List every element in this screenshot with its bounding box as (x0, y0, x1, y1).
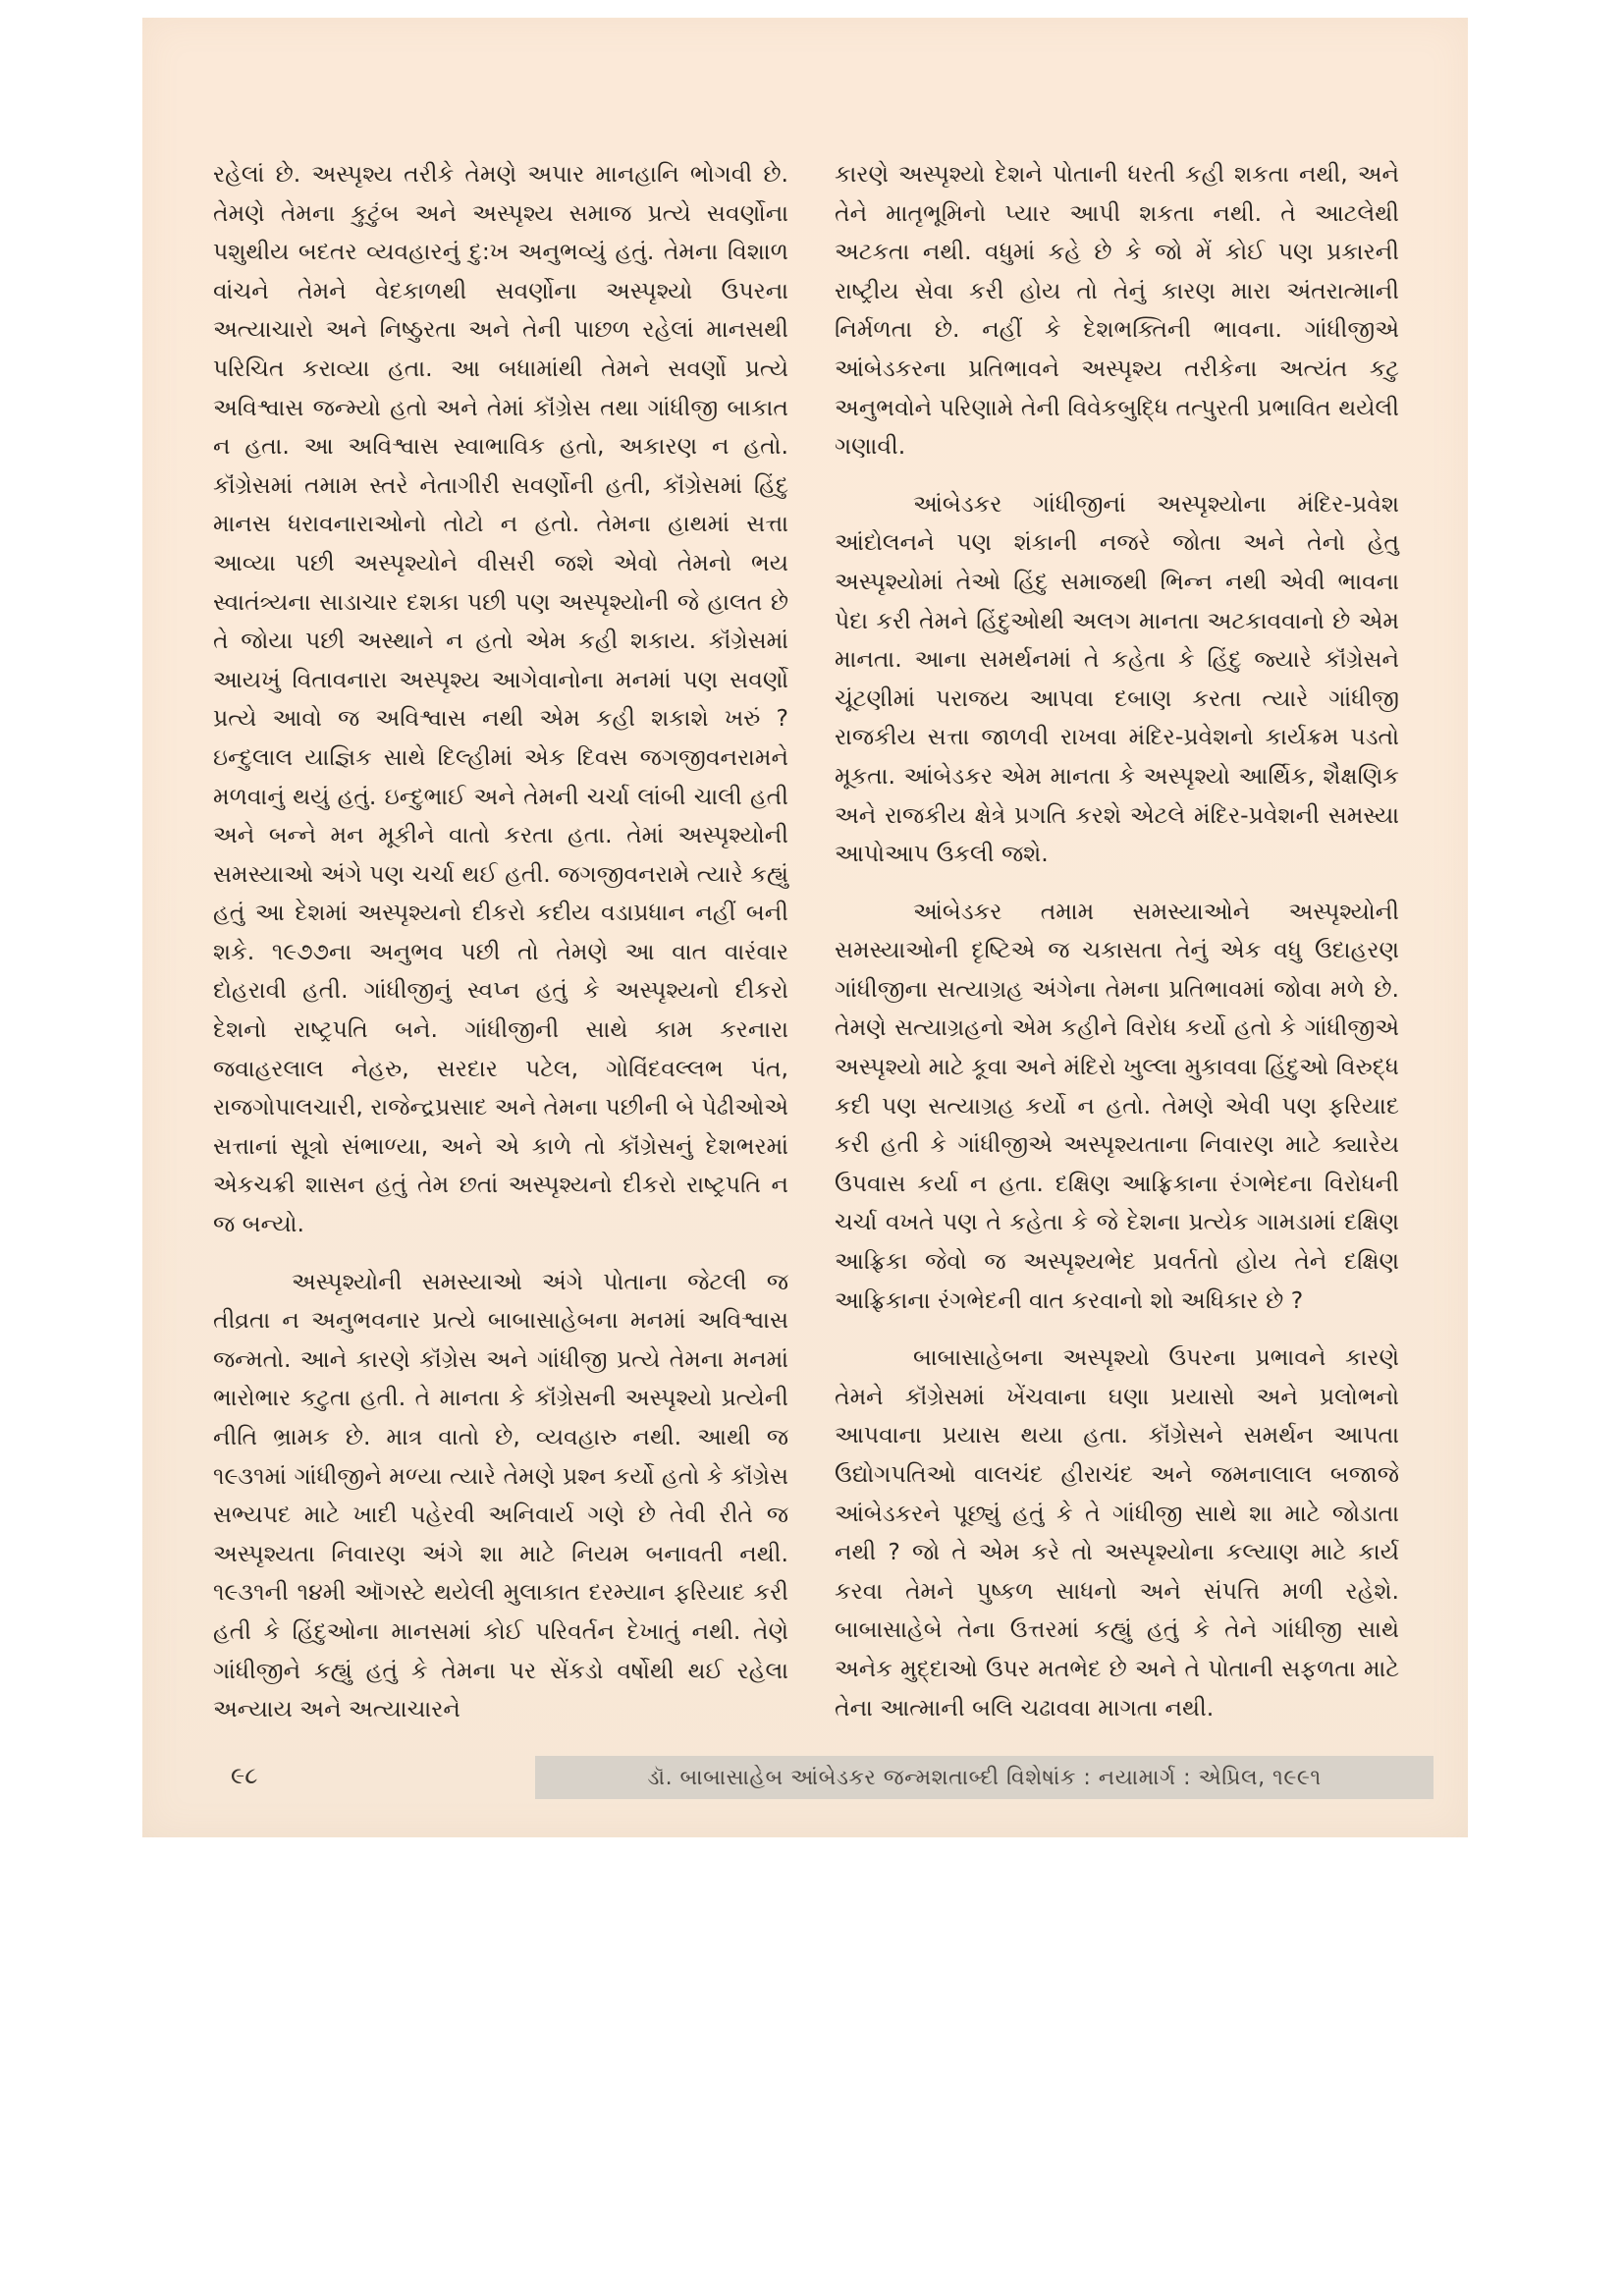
right-text-column (835, 155, 1399, 1746)
paragraph: આંબેડકર ગાંધીજીનાં અસ્પૃશ્યોના મંદિર-પ્રવેશ આંદોલનને પણ શંકાની નજરે જોતા અને તેનો હેતુ અસ્પૃશ્યોમાં તેઓ હિંદુ સમાજથી ભિન્ન નથી એવી ભાવના પેદા કરી તેમને હિંદુઓથી અલગ માનતા અટકાવવાનો છે એમ માનતા. આના સમર્થનમાં તે કહેતા કે હિંદુ જ્યારે કૉંગ્રેસને ચૂંટણીમાં પરાજય આપવા દબાણ કરતા ત્યારે ગાંધીજી રાજકીય સત્તા જાળવી રાખવા મંદિર-પ્રવેશનો કાર્યક્રમ પડતો મૂકતા. આંબેડકર એમ માનતા કે અસ્પૃશ્યો આર્થિક, શૈક્ષણિક અને રાજકીય ક્ષેત્રે પ્રગતિ કરશે એટલે મંદિર-પ્રવેશની સમસ્યા આપોઆપ ઉકલી જશે. (835, 489, 1399, 868)
page-footer (142, 1756, 1468, 1805)
paragraph: કારણે અસ્પૃશ્યો દેશને પોતાની ધરતી કહી શકતા નથી, અને તેને માતૃભૂમિનો પ્યાર આપી શકતા નથી. તે આટલેથી અટકતા નથી. વધુમાં કહે છે કે જો મેં કોઈ પણ પ્રકારની રાષ્ટ્રીય સેવા કરી હોય તો તેનું કારણ મારા અંતરાત્માની નિર્મળતા છે. નહીં કે દેશભક્તિની ભાવના. ગાંધીજીએ આંબેડકરના પ્રતિભાવને અસ્પૃશ્ય તરીકેના અત્યંત કટુ અનુભવોને પરિણામે તેની વિવેકબુદ્ધિ તત્પુરતી પ્રભાવિત થયેલી ગણાવી. (835, 160, 1399, 461)
paragraph: બાબાસાહેબના અસ્પૃશ્યો ઉપરના પ્રભાવને કારણે તેમને કૉંગ્રેસમાં ખેંચવાના ઘણા પ્રયાસો અને પ્રલોભનો આપવાના પ્રયાસ થયા હતા. કૉંગ્રેસને સમર્થન આપતા ઉદ્યોગપતિઓ વાલચંદ હીરાચંદ અને જમનાલાલ બજાજે આંબેડકરને પૂછ્યું હતું કે તે ગાંધીજી સાથે શા માટે જોડાતા નથી ? જો તે એમ કરે તો અસ્પૃશ્યોના કલ્યાણ માટે કાર્ય કરવા તેમને પુષ્કળ સાધનો અને સંપત્તિ મળી રહેશે. બાબાસાહેબે તેના ઉત્તરમાં કહ્યું હતું કે તેને ગાંધીજી સાથે અનેક મુદ્દાઓ ઉપર મતભેદ છે અને તે પોતાની સફળતા માટે તેના આત્માની બલિ ચઢાવવા માગતા નથી. (835, 1343, 1399, 1722)
left-text-column (213, 155, 788, 1748)
magazine-page (142, 18, 1468, 1837)
page-number: ૯૮ (231, 1762, 258, 1789)
paragraph: આંબેડકર તમામ સમસ્યાઓને અસ્પૃશ્યોની સમસ્યાઓની દૃષ્ટિએ જ ચકાસતા તેનું એક વધુ ઉદાહરણ ગાંધીજીના સત્યાગ્રહ અંગેના તેમના પ્રતિભાવમાં જોવા મળે છે. તેમણે સત્યાગ્રહનો એમ કહીને વિરોધ કર્યો હતો કે ગાંધીજીએ અસ્પૃશ્યો માટે કૂવા અને મંદિરો ખુલ્લા મુકાવવા હિંદુઓ વિરુદ્ધ કદી પણ સત્યાગ્રહ કર્યો ન હતો. તેમણે એવી પણ ફરિયાદ કરી હતી કે ગાંધીજીએ અસ્પૃશ્યતાના નિવારણ માટે ક્યારેય ઉપવાસ કર્યા ન હતા. દક્ષિણ આફ્રિકાના રંગભેદના વિરોધની ચર્ચા વખતે પણ તે કહેતા કે જે દેશના પ્રત્યેક ગામડામાં દક્ષિણ આફ્રિકા જેવો જ અસ્પૃશ્યભેદ પ્રવર્તતો હોય તેને દક્ષિણ આફ્રિકાના રંગભેદની વાત કરવાનો શો અધિકાર છે ? (835, 897, 1399, 1314)
footer-title: ડૉ. બાબાસાહેબ આંબેડકર જન્મશતાબ્દી વિશેષાંક : નયામાર્ગ : એપ્રિલ, ૧૯૯૧ (647, 1765, 1322, 1790)
paragraph: અસ્પૃશ્યોની સમસ્યાઓ અંગે પોતાના જેટલી જ તીવ્રતા ન અનુભવનાર પ્રત્યે બાબાસાહેબના મનમાં અવિશ્વાસ જન્મતો. આને કારણે કૉંગ્રેસ અને ગાંધીજી પ્રત્યે તેમના મનમાં ભારોભાર કટુતા હતી. તે માનતા કે કૉંગ્રેસની અસ્પૃશ્યો પ્રત્યેની નીતિ ભ્રામક છે. માત્ર વાતો છે, વ્યવહારુ નથી. આથી જ ૧૯૩૧માં ગાંધીજીને મળ્યા ત્યારે તેમણે પ્રશ્ન કર્યો હતો કે કૉંગ્રેસ સભ્યપદ માટે ખાદી પહેરવી અનિવાર્ય ગણે છે તેવી રીતે જ અસ્પૃશ્યતા નિવારણ અંગે શા માટે નિયમ બનાવતી નથી. ૧૯૩૧ની ૧૪મી ઑગસ્ટે થયેલી મુલાકાત દરમ્યાન ફરિયાદ કરી હતી કે હિંદુઓના માનસમાં કોઈ પરિવર્તન દેખાતું નથી. તેણે ગાંધીજીને કહ્યું હતું કે તેમના પર સેંકડો વર્ષોથી થઈ રહેલા અન્યાય અને અત્યાચારને (213, 1267, 788, 1723)
paragraph: રહેલાં છે. અસ્પૃશ્ય તરીકે તેમણે અપાર માનહાનિ ભોગવી છે. તેમણે તેમના કુટુંબ અને અસ્પૃશ્ય સમાજ પ્રત્યે સવર્ણોના પશુથીય બદતર વ્યવહારનું દુ:ખ અનુભવ્યું હતું. તેમના વિશાળ વાંચને તેમને વેદકાળથી સવર્ણોના અસ્પૃશ્યો ઉપરના અત્યાચારો અને નિષ્ઠુરતા અને તેની પાછળ રહેલાં માનસથી પરિચિત કરાવ્યા હતા. આ બધામાંથી તેમને સવર્ણો પ્રત્યે અવિશ્વાસ જન્મ્યો હતો અને તેમાં કૉંગ્રેસ તથા ગાંધીજી બાકાત ન હતા. આ અવિશ્વાસ સ્વાભાવિક હતો, અકારણ ન હતો. કૉંગ્રેસમાં તમામ સ્તરે નેતાગીરી સવર્ણોની હતી, કૉંગ્રેસમાં હિંદુ માનસ ધરાવનારાઓનો તોટો ન હતો. તેમના હાથમાં સત્તા આવ્યા પછી અસ્પૃશ્યોને વીસરી જશે એવો તેમનો ભય સ્વાતંત્ર્યના સાડાચાર દશકા પછી પણ અસ્પૃશ્યોની જે હાલત છે તે જોયા પછી અસ્થાને ન હતો એમ કહી શકાય. કૉંગ્રેસમાં આયખું વિતાવનારા અસ્પૃશ્ય આગેવાનોના મનમાં પણ સવર્ણો પ્રત્યે આવો જ અવિશ્વાસ નથી એમ કહી શકાશે ખરું ? ઇન્દુલાલ યાજ્ઞિક સાથે દિલ્હીમાં એક દિવસ જગજીવનરામને મળવાનું થયું હતું. ઇન્દુભાઈ અને તેમની ચર્ચા લાંબી ચાલી હતી અને બન્ને મન મૂકીને વાતો કરતા હતા. તેમાં અસ્પૃશ્યોની સમસ્યાઓ અંગે પણ ચર્ચા થઈ હતી. જગજીવનરામે ત્યારે કહ્યું હતું આ દેશમાં અસ્પૃશ્યનો દીકરો કદીય વડાપ્રધાન નહીં બની શકે. ૧૯૭૭ના અનુભવ પછી તો તેમણે આ વાત વારંવાર દોહરાવી હતી. ગાંધીજીનું સ્વપ્ન હતું કે અસ્પૃશ્યનો દીકરો દેશનો રાષ્ટ્રપતિ બને. ગાંધીજીની સાથે કામ કરનારા જવાહરલાલ નેહરુ, સરદાર પટેલ, ગોવિંદવલ્લભ પંત, રાજગોપાલચારી, રાજેન્દ્રપ્રસાદ અને તેમના પછીની બે પેઢીઓએ સત્તાનાં સૂત્રો સંભાળ્યા, અને એ કાળે તો કૉંગ્રેસનું દેશભરમાં એકચક્રી શાસન હતું તેમ છતાં અસ્પૃશ્યનો દીકરો રાષ્ટ્રપતિ ન જ બન્યો. (213, 160, 788, 1238)
footer-banner (535, 1756, 1434, 1799)
